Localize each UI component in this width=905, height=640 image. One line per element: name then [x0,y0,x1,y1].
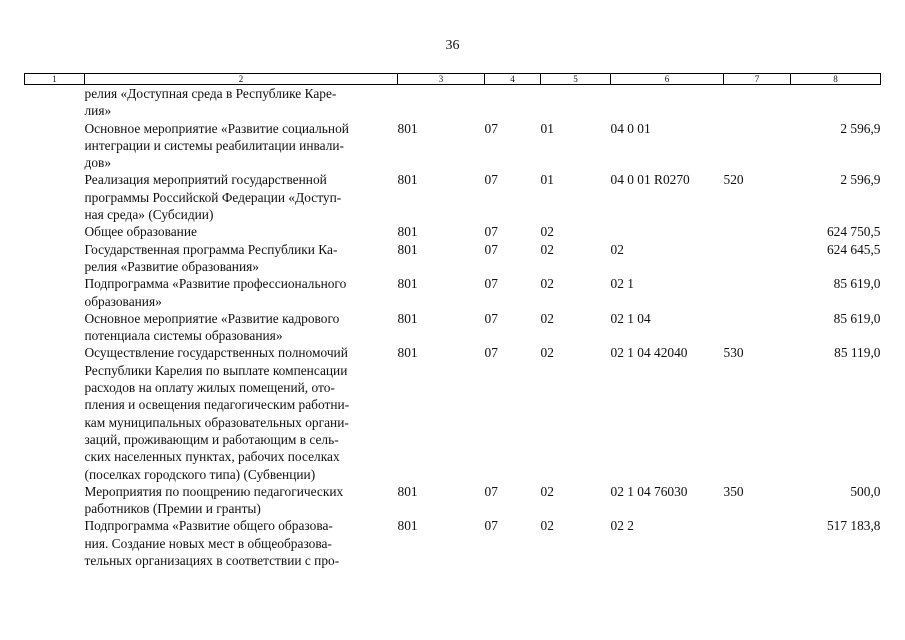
column-number: 2 [85,74,398,85]
section-code-cell [485,85,541,120]
item-name-line: ских населенных пунктах, рабочих поселках [84,449,340,465]
subsection-code-cell: 02 [540,345,554,361]
item-name-cell [85,275,398,310]
table-row [25,275,881,310]
target-article-cell: 02 1 04 76030 [610,483,688,499]
row-index-cell [25,310,85,345]
column-number: 6 [611,74,724,85]
item-name-cell [85,483,398,518]
row-index-cell [25,120,85,172]
page-number: 36 [445,38,460,53]
amount-cell: 2 596,9 [840,172,881,188]
item-name-line: (поселках городского типа) (Субвенции) [84,466,316,482]
expense-type-cell [724,120,791,172]
row-index-cell [25,275,85,310]
item-name-line: образования» [84,293,162,309]
expense-type-cell [724,517,791,569]
target-article-cell: 02 1 04 42040 [610,345,688,361]
target-article-cell: 02 1 04 [610,310,651,326]
row-index-cell [25,344,85,482]
item-name-line: тельных организациях в соответствии с про- [84,553,340,569]
table-row [25,310,881,345]
item-name-line: работников (Премии и гранты) [84,501,261,517]
column-number-row [25,74,881,85]
target-article-cell: 02 2 [610,518,634,534]
row-index-cell [25,517,85,569]
subsection-code-cell: 02 [540,276,554,292]
target-article-cell: 04 0 01 [610,120,651,136]
subsection-code-cell: 02 [540,310,554,326]
amount-cell: 624 750,5 [826,224,881,240]
column-number: 4 [485,74,541,85]
item-name-cell [85,120,398,172]
item-name-line: заций, проживающим и работающим в сель- [84,431,339,447]
target-article-cell: 02 [610,241,624,257]
row-index-cell [25,223,85,240]
section-code-cell: 07 [484,224,498,240]
subsection-code-cell: 02 [540,518,554,534]
item-name-line: Реализация мероприятий государственной [84,172,327,188]
item-name-cell [85,310,398,345]
department-code-cell: 801 [397,224,418,240]
column-number: 5 [541,74,611,85]
item-name-line: потенциала системы образования» [84,328,283,344]
item-name-line: релия «Доступная среда в Республике Каре- [84,86,337,101]
department-code-cell: 801 [397,241,418,257]
column-number: 3 [398,74,485,85]
table-header [25,74,881,85]
expense-type-cell [724,275,791,310]
expense-type-cell: 530 [723,345,744,361]
item-name-line: ния. Создание новых мест в общеобразова- [84,535,332,551]
amount-cell: 2 596,9 [840,120,881,136]
department-code-cell: 801 [397,518,418,534]
item-name-cell [85,517,398,569]
amount-cell: 85 119,0 [834,345,881,361]
budget-table [24,73,881,569]
table-body [25,85,881,570]
item-name-line: лия» [84,103,112,119]
item-name-line: Республики Карелия по выплате компенсации [84,362,348,378]
subsection-code-cell: 02 [540,483,554,499]
subsection-code-cell [541,85,611,120]
amount-cell: 517 183,8 [826,518,881,534]
table-row [25,483,881,518]
expense-type-cell [724,85,791,120]
item-name-line: ная среда» (Субсидии) [84,207,214,223]
item-name-line: Подпрограмма «Развитие общего образова- [84,518,333,534]
section-code-cell: 07 [484,172,498,188]
table-row [25,223,881,240]
item-name-line: дов» [84,155,112,171]
expense-type-cell [724,310,791,345]
row-index-cell [25,171,85,223]
item-name-cell [85,171,398,223]
table-row [25,120,881,172]
department-code-cell: 801 [397,276,418,292]
item-name-line: кам муниципальных образовательных органи- [84,414,349,430]
table-row [25,171,881,223]
table-row [25,241,881,276]
item-name-line: программы Российской Федерации «Доступ- [84,189,342,205]
column-number: 1 [25,74,85,85]
section-code-cell: 07 [484,241,498,257]
expense-type-cell: 520 [723,172,744,188]
expense-type-cell: 350 [723,483,744,499]
item-name-cell [85,344,398,482]
subsection-code-cell: 01 [540,172,554,188]
item-name-line: Мероприятия по поощрению педагогических [84,483,344,499]
item-name-line: Основное мероприятие «Развитие социальной [84,120,349,136]
item-name-line: Государственная программа Республики Ка- [84,241,338,257]
item-name-cell [85,241,398,276]
department-code-cell: 801 [397,483,418,499]
row-index-cell [25,241,85,276]
expense-type-cell [724,241,791,276]
item-name-line: Подпрограмма «Развитие профессионального [84,276,347,292]
amount-cell: 85 619,0 [833,276,881,292]
target-article-cell [611,85,724,120]
item-name-line: интеграции и системы реабилитации инвали- [84,137,345,153]
expense-type-cell [724,223,791,240]
item-name-line: Основное мероприятие «Развитие кадрового [84,310,340,326]
department-code-cell: 801 [397,120,418,136]
item-name-cell [85,223,398,240]
subsection-code-cell: 01 [540,120,554,136]
column-number: 8 [791,74,881,85]
section-code-cell: 07 [484,345,498,361]
column-number: 7 [724,74,791,85]
amount-cell [791,85,881,120]
table-row [25,85,881,120]
amount-cell: 500,0 [850,483,881,499]
department-code-cell [398,85,485,120]
item-name-cell [85,85,398,120]
row-index-cell [25,483,85,518]
table-row [25,517,881,569]
section-code-cell: 07 [484,120,498,136]
item-name-line: Осуществление государственных полномочий [84,345,348,361]
department-code-cell: 801 [397,172,418,188]
department-code-cell: 801 [397,310,418,326]
section-code-cell: 07 [484,518,498,534]
amount-cell: 85 619,0 [833,310,881,326]
item-name-line: Общее образование [84,224,197,240]
table-row [25,344,881,482]
subsection-code-cell: 02 [540,241,554,257]
item-name-line: расходов на оплату жилых помещений, ото- [84,380,335,396]
target-article-cell: 02 1 [610,276,634,292]
section-code-cell: 07 [484,276,498,292]
item-name-line: релия «Развитие образования» [84,258,259,274]
target-article-cell: 04 0 01 R0270 [610,172,690,188]
section-code-cell: 07 [484,310,498,326]
department-code-cell: 801 [397,345,418,361]
section-code-cell: 07 [484,483,498,499]
amount-cell: 624 645,5 [826,241,881,257]
target-article-cell [611,223,724,240]
item-name-line: пления и освещения педагогическим работни- [84,397,350,413]
subsection-code-cell: 02 [540,224,554,240]
row-index-cell [25,85,85,120]
